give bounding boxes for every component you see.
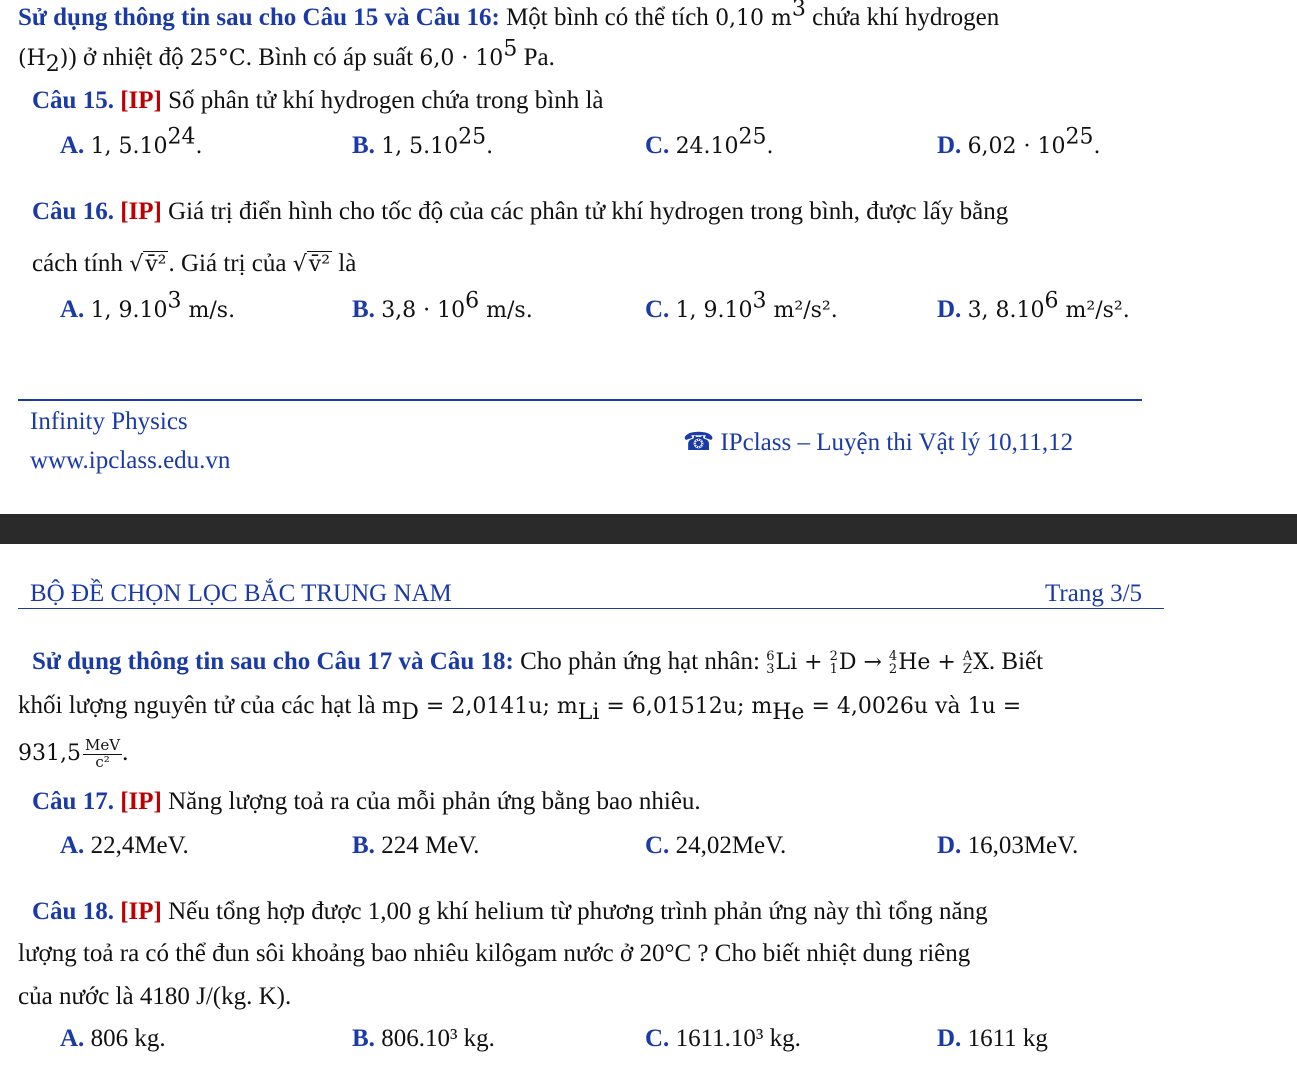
q17-option-a[interactable]: A. 22,4MeV. xyxy=(60,832,189,859)
intro-q17-18-line1: Sử dụng thông tin sau cho Câu 17 và Câu 18: Cho phản ứng hạt nhân: 6 3 Li + 2 1 D → 4 2 He + A Z X. Biết xyxy=(32,648,1044,677)
q18-option-a[interactable]: A. 806 kg. xyxy=(60,1025,166,1052)
phone-icon: ☎ xyxy=(683,429,715,456)
q18-option-c[interactable]: C. 1611.10³ kg. xyxy=(645,1025,801,1052)
q16-option-d[interactable]: D. 3, 8.10$^6$ m²/s². xyxy=(937,288,1130,323)
q15-option-b[interactable]: B. 1, 5.10$^{25}$. xyxy=(352,124,494,159)
q15-option-d[interactable]: D. $6,02 \cdot 10^{25}$. xyxy=(937,124,1101,159)
q16-option-a[interactable]: A. 1, 9.10$^3$ m/s. xyxy=(60,288,236,323)
q15-option-c[interactable]: C. 24.10$^{25}$. xyxy=(645,124,774,159)
intro-q17-18-line3: 931,5 $\frac{\text{MeV}}{\text{c²}}$ . xyxy=(18,736,129,771)
footer-website[interactable]: www.ipclass.edu.vn xyxy=(30,447,231,474)
question-16: Câu 16. [IP] Giá trị điển hình cho tốc độ của các phân tử khí hydrogen trong bình, được lấy bằng xyxy=(32,198,1009,225)
footer-class: ☎ IPclass – Luyện thi Vật lý 10,11,12 xyxy=(683,429,1074,456)
question-17: Câu 17. [IP] Năng lượng toả ra của mỗi phản ứng bằng bao nhiêu. xyxy=(32,788,701,815)
q17-option-b[interactable]: B. 224 MeV. xyxy=(352,832,480,859)
question-18: Câu 18. [IP] Nếu tổng hợp được 1,00 g khí helium từ phương trình phản ứng này thì tổng năng xyxy=(32,898,988,925)
header-title: BỘ ĐỀ CHỌN LỌC BẮC TRUNG NAM xyxy=(30,580,452,607)
q16-option-c[interactable]: C. 1, 9.10$^3$ m²/s². xyxy=(645,288,838,323)
header-page: Trang 3/5 xyxy=(1045,580,1143,607)
intro-q17-18-line2: khối lượng nguyên tử của các hạt là $m_D = 2,0141u$; $m_{Li} = 6,01512u$; $m_{He} = 4,0026u$ và 1u = xyxy=(18,692,1022,725)
footer-brand: Infinity Physics xyxy=(30,408,188,435)
page-break-bar xyxy=(0,514,1297,544)
question-15: Câu 15. [IP] Số phân tử khí hydrogen chứa trong bình là xyxy=(32,87,604,114)
q15-option-a[interactable]: A. 1, 5.10$^{24}$. xyxy=(60,124,203,159)
intro-q15-16-line1: Sử dụng thông tin sau cho Câu 15 và Câu 16: Một bình có thể tích 0,10 $m^3$ chứa khí hydrogen xyxy=(18,0,1000,31)
q18-option-b[interactable]: B. 806.10³ kg. xyxy=(352,1025,495,1052)
q17-option-d[interactable]: D. 16,03MeV. xyxy=(937,832,1079,859)
question-18-line2: lượng toả ra có thể đun sôi khoảng bao nhiêu kilôgam nước ở 20°C ? Cho biết nhiệt dung riêng xyxy=(18,940,971,967)
question-16-line2: cách tính √v̄². Giá trị của √v̄² là xyxy=(32,250,357,277)
intro-lead: Sử dụng thông tin sau cho Câu 15 và Câu 16: xyxy=(18,4,500,31)
header-divider xyxy=(18,608,1164,609)
question-18-line3: của nước là 4180 J/(kg. K). xyxy=(18,983,292,1010)
q17-option-c[interactable]: C. 24,02MeV. xyxy=(645,832,787,859)
q18-option-d[interactable]: D. 1611 kg xyxy=(937,1025,1048,1052)
footer-divider xyxy=(18,399,1142,401)
q16-option-b[interactable]: B. $3,8 \cdot 10^6$ m/s. xyxy=(352,288,533,323)
intro-q15-16-line2: $(H_2)$) ở nhiệt độ 25°C. Bình có áp suất $6,0 \cdot 10^5$ Pa. xyxy=(18,36,555,77)
